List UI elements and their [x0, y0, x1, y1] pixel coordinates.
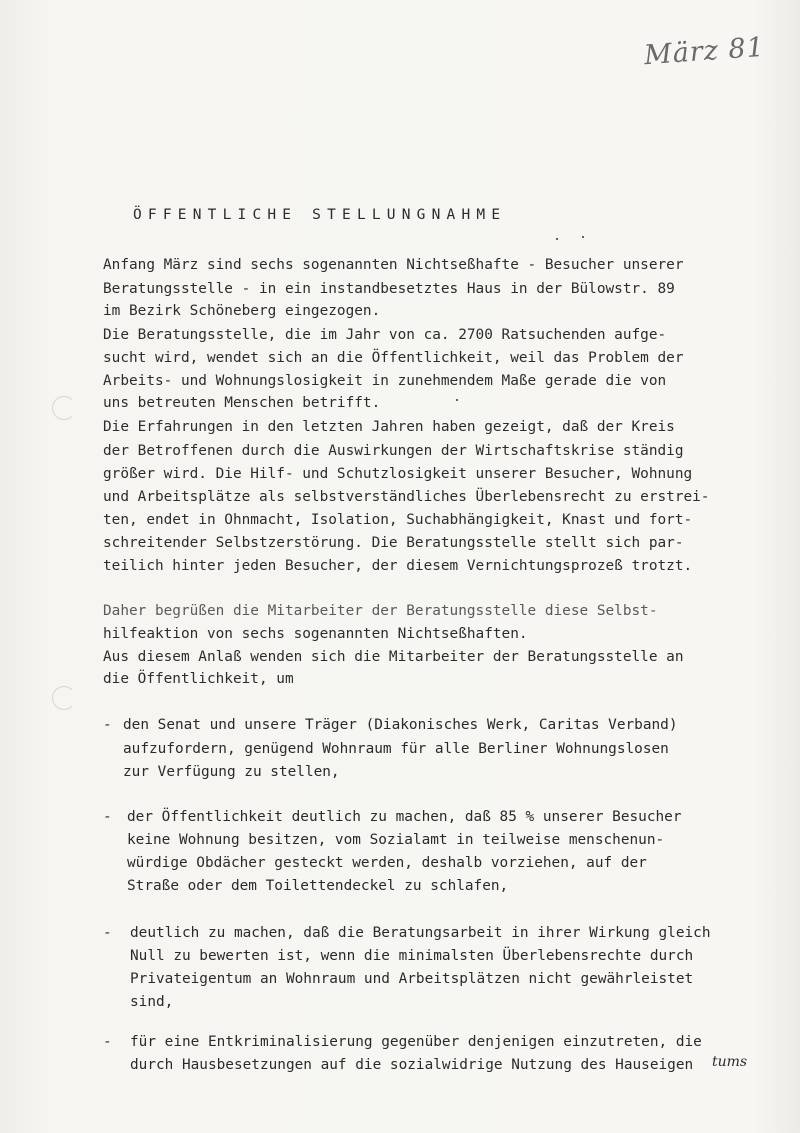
- bullet-line: würdige Obdächer gesteckt werden, deshalb vorziehen, auf der: [127, 855, 647, 871]
- bullet-dash: -: [103, 717, 112, 733]
- text-line: schreitender Selbstzerstörung. Die Beratungsstelle stellt sich par-: [103, 535, 684, 551]
- handwritten-date: März 81: [643, 31, 766, 72]
- text-line: Aus diesem Anlaß wenden sich die Mitarbeiter der Beratungsstelle an: [103, 649, 684, 665]
- punch-hole-mark: [52, 396, 76, 420]
- text-line: Die Erfahrungen in den letzten Jahren haben gezeigt, daß der Kreis: [103, 419, 675, 435]
- bullet-line: der Öffentlichkeit deutlich zu machen, daß 85 % unserer Besucher: [127, 809, 682, 825]
- bullet-line: Straße oder dem Toilettendeckel zu schlafen,: [127, 878, 509, 894]
- bullet-line: deutlich zu machen, daß die Beratungsarbeit in ihrer Wirkung gleich: [130, 925, 711, 941]
- bullet-line: aufzufordern, genügend Wohnraum für alle Berliner Wohnungslosen: [123, 741, 669, 757]
- punch-hole-mark: [52, 686, 76, 710]
- handwritten-ending: tums: [712, 1054, 748, 1070]
- text-line: Anfang März sind sechs sogenannten Nichtseßhafte - Besucher unserer: [103, 257, 684, 273]
- text-line: und Arbeitsplätze als selbstverständliches Überlebensrecht zu erstrei-: [103, 489, 710, 505]
- bullet-line: durch Hausbesetzungen auf die sozialwidrige Nutzung des Hauseigen: [130, 1057, 694, 1073]
- bullet-line: Privateigentum an Wohnraum und Arbeitsplätzen nicht gewährleistet: [130, 971, 694, 987]
- text-line: Beratungsstelle - in ein instandbesetztes Haus in der Bülowstr. 89: [103, 281, 675, 297]
- text-line: die Öffentlichkeit, um: [103, 671, 294, 687]
- text-line: größer wird. Die Hilf- und Schutzlosigkeit unserer Besucher, Wohnung: [103, 466, 693, 482]
- bullet-line: keine Wohnung besitzen, vom Sozialamt in teilweise menschenun-: [127, 832, 665, 848]
- text-line: sucht wird, wendet sich an die Öffentlichkeit, weil das Problem der: [103, 350, 684, 366]
- text-line: hilfeaktion von sechs sogenannten Nichtseßhaften.: [103, 626, 528, 642]
- text-line: uns betreuten Menschen betrifft.: [103, 395, 381, 411]
- text-line: Arbeits- und Wohnungslosigkeit in zunehmendem Maße gerade die von: [103, 373, 667, 389]
- text-line: Die Beratungsstelle, die im Jahr von ca. 2700 Ratsuchenden aufge-: [103, 327, 667, 343]
- bullet-dash: -: [103, 925, 112, 941]
- speck-mark: [456, 399, 458, 401]
- bullet-line: sind,: [130, 994, 174, 1010]
- speck-mark: [582, 236, 584, 238]
- speck-mark: [556, 238, 558, 240]
- page-title: ÖFFENTLICHE STELLUNGNAHME: [133, 207, 507, 223]
- text-line: teilich hinter jeden Besucher, der diesem Vernichtungsprozeß trotzt.: [103, 558, 693, 574]
- bullet-dash: -: [103, 1034, 112, 1050]
- bullet-line: zur Verfügung zu stellen,: [123, 764, 340, 780]
- text-line: ten, endet in Ohnmacht, Isolation, Suchabhängigkeit, Knast und fort-: [103, 512, 693, 528]
- text-line: im Bezirk Schöneberg eingezogen.: [103, 303, 381, 319]
- bullet-line: den Senat und unsere Träger (Diakonisches Werk, Caritas Verband): [123, 717, 678, 733]
- bullet-dash: -: [103, 809, 112, 825]
- text-line: Daher begrüßen die Mitarbeiter der Beratungsstelle diese Selbst-: [103, 603, 658, 619]
- bullet-line: Null zu bewerten ist, wenn die minimalsten Überlebensrechte durch: [130, 948, 694, 964]
- text-line: der Betroffenen durch die Auswirkungen der Wirtschaftskrise ständig: [103, 443, 684, 459]
- bullet-line: für eine Entkriminalisierung gegenüber denjenigen einzutreten, die: [130, 1034, 702, 1050]
